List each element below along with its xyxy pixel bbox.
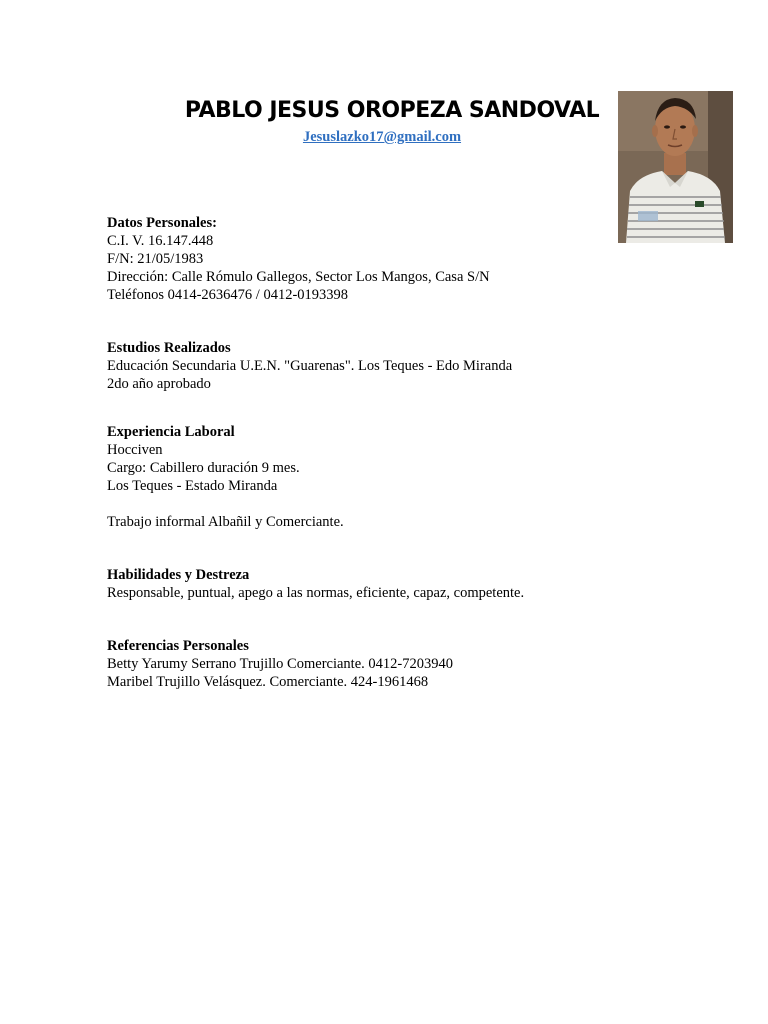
ci-text: C.I. V. 16.147.448 xyxy=(107,233,214,249)
section-title: Experiencia Laboral xyxy=(107,424,235,440)
resume-header xyxy=(107,94,657,146)
section-experiencia xyxy=(107,423,707,531)
reference-item: Maribel Trujillo Velásquez. Comerciante. 424-1961468 xyxy=(107,674,429,690)
section-referencias xyxy=(107,637,707,691)
phones-text: Teléfonos 0414-2636476 / 0412-0193398 xyxy=(107,287,349,303)
company-text: Hocciven xyxy=(107,442,163,458)
location-text: Los Teques - Estado Miranda xyxy=(107,478,278,494)
position-text: Cargo: Cabillero duración 9 mes. xyxy=(107,460,300,476)
study-line: Educación Secundaria U.E.N. "Guarenas". Los Teques - Edo Miranda xyxy=(107,358,513,374)
section-estudios xyxy=(107,339,707,393)
resume-body xyxy=(107,214,707,691)
section-datos-personales xyxy=(107,214,707,304)
section-title: Estudios Realizados xyxy=(107,340,231,356)
applicant-name: PABLO JESUS OROPEZA SANDOVAL xyxy=(184,98,600,123)
section-title: Datos Personales: xyxy=(107,215,217,231)
skills-text: Responsable, puntual, apego a las normas, eficiente, capaz, competente. xyxy=(107,585,525,601)
section-habilidades xyxy=(107,566,707,602)
birth-date-text: F/N: 21/05/1983 xyxy=(107,251,204,267)
email-link[interactable]: Jesuslazko17@gmail.com xyxy=(302,129,462,145)
section-title: Habilidades y Destreza xyxy=(107,567,250,583)
address-text: Dirección: Calle Rómulo Gallegos, Sector Los Mangos, Casa S/N xyxy=(107,269,490,285)
study-line: 2do año aprobado xyxy=(107,376,211,392)
informal-work-text: Trabajo informal Albañil y Comerciante. xyxy=(107,514,344,530)
reference-item: Betty Yarumy Serrano Trujillo Comerciante. 0412-7203940 xyxy=(107,656,453,672)
section-title: Referencias Personales xyxy=(107,638,249,654)
